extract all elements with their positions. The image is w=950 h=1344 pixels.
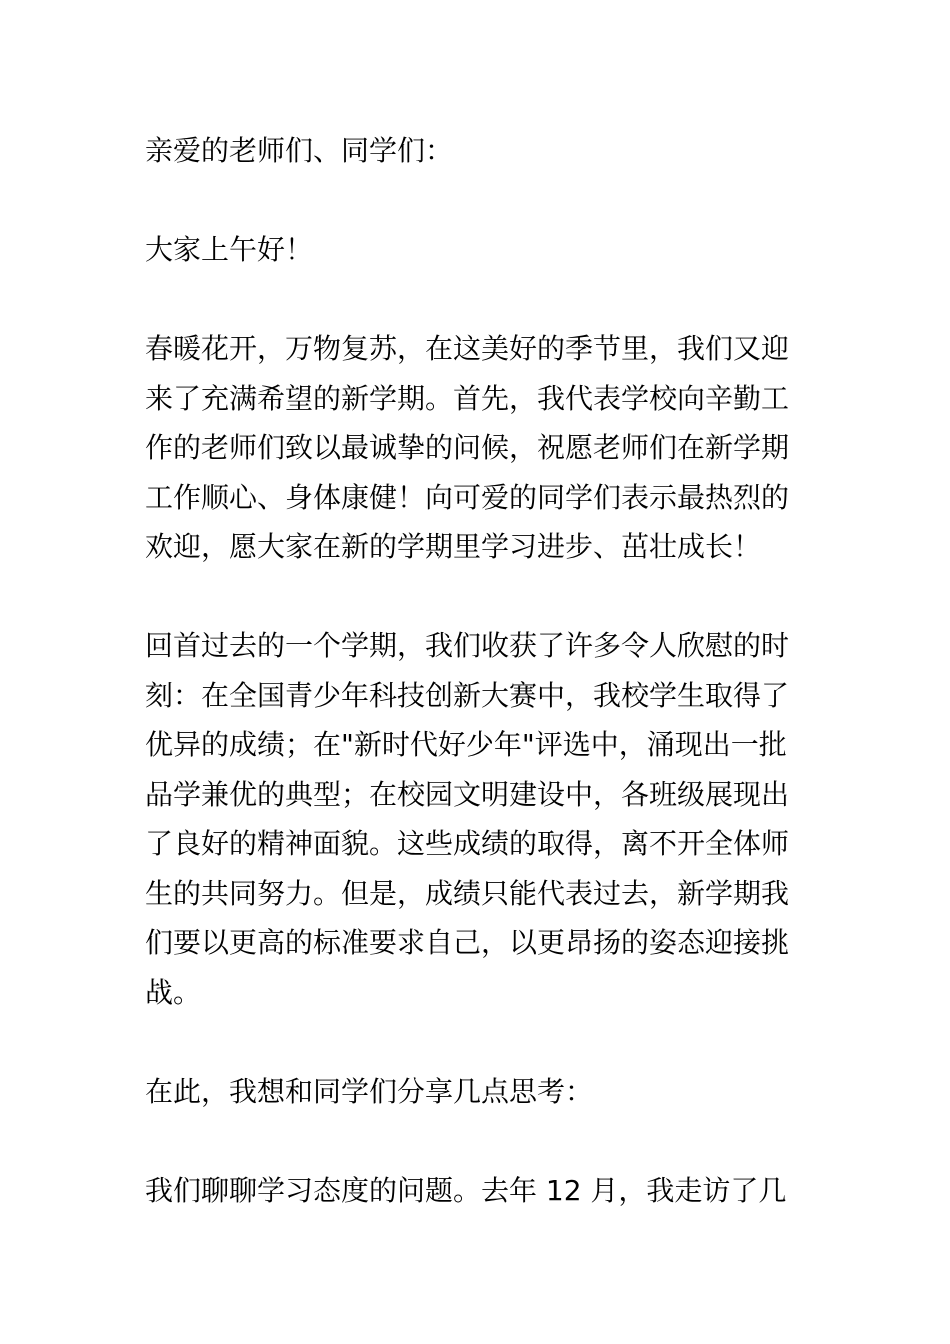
paragraph-study-attitude: [145, 1166, 810, 1216]
paragraph-opening: [145, 324, 810, 572]
text-line: 生的共同努力。但是，成绩只能代表过去，新学期我: [145, 876, 790, 910]
text-line: 回首过去的一个学期，我们收获了许多令人欣慰的时: [145, 629, 790, 662]
paragraph-review: [145, 621, 810, 1017]
greeting: [145, 225, 810, 275]
salutation-line: 亲爱的老师们、同学们：: [145, 134, 454, 167]
text-line: 作的老师们致以最诚挚的问候，祝愿老师们在新学期: [145, 431, 790, 464]
text-line: 刻：在全国青少年科技创新大赛中，我校学生取得了: [145, 678, 790, 712]
paragraph-intro-thoughts: [145, 1067, 810, 1117]
text-line: 品学兼优的典型；在校园文明建设中，各班级展现出: [145, 777, 790, 811]
greeting-line: 大家上午好！: [145, 233, 314, 266]
speech-body: [145, 126, 810, 1265]
text-line: 优异的成绩；在"新时代好少年"评选中，涌现出一批: [145, 728, 787, 761]
salutation: [145, 126, 810, 176]
text-line: 了良好的精神面貌。这些成绩的取得，离不开全体师: [145, 827, 790, 860]
text-line: 战。: [145, 975, 202, 1009]
text-line: 来了充满希望的新学期。首先，我代表学校向辛勤工: [145, 381, 790, 415]
text-line: 在此，我想和同学们分享几点思考：: [145, 1074, 594, 1108]
text-line: 们要以更高的标准要求自己，以更昂扬的姿态迎接挑: [145, 926, 790, 959]
text-line: 春暖花开，万物复苏，在这美好的季节里，我们又迎: [145, 332, 790, 365]
text-line: 工作顺心、身体康健！向可爱的同学们表示最热烈的: [145, 480, 790, 514]
text-line: 我们聊聊学习态度的问题。去年 12 月，我走访了几: [145, 1173, 787, 1207]
text-line: 欢迎，愿大家在新的学期里学习进步、茁壮成长！: [145, 530, 762, 563]
